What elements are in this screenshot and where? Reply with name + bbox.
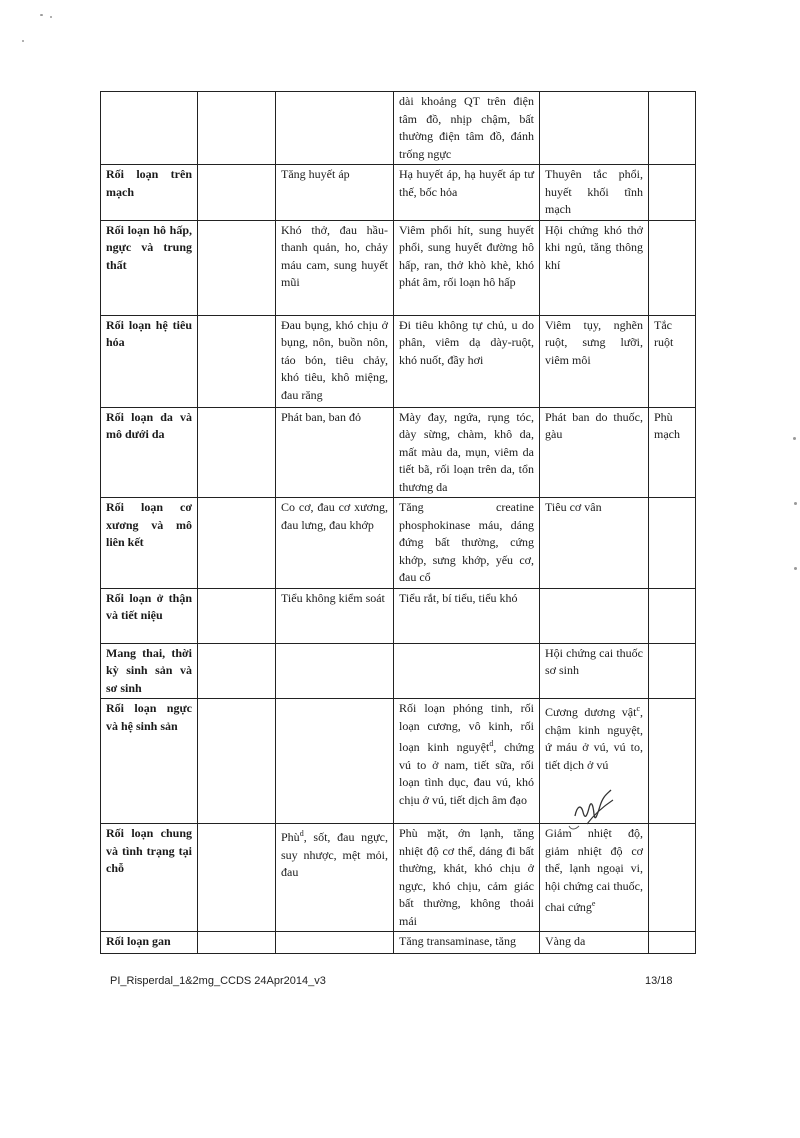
very-common-cell bbox=[198, 92, 276, 165]
uncommon-cell: Phù mặt, ớn lạnh, tăng nhiệt độ cơ thể, dáng đi bất thường, khát, khó chịu ở ngực, khó chịu, cảm giác bất thường, không thoải mái bbox=[394, 824, 540, 932]
uncommon-cell: Đi tiêu không tự chủ, u do phân, viêm dạ dày-ruột, khó nuốt, đầy hơi bbox=[394, 315, 540, 407]
footnote-marker: d bbox=[299, 829, 304, 838]
table-row bbox=[101, 407, 696, 498]
common-cell: Đau bụng, khó chịu ở bụng, nôn, buồn nôn, táo bón, tiêu chảy, khó tiêu, khô miệng, đau răng bbox=[276, 315, 394, 407]
common-cell: Phù$^d$, sốt, đau ngực, suy nhược, mệt mỏi, đau bbox=[276, 824, 394, 932]
very-common-cell bbox=[198, 932, 276, 954]
very-common-cell bbox=[198, 165, 276, 221]
scan-speck bbox=[794, 567, 797, 570]
uncommon-cell: Rối loạn phóng tinh, rối loạn cương, vô kinh, rối loạn kinh nguyệt$^d$, chứng vú to ở nam, tiết sữa, rối loạn tình dục, đau vú, khó chịu ở vú, tiết dịch âm đạo bbox=[394, 699, 540, 824]
very-common-cell bbox=[198, 643, 276, 699]
common-cell bbox=[276, 932, 394, 954]
very-rare-cell bbox=[649, 220, 696, 315]
rare-cell: Tiêu cơ vân bbox=[540, 498, 649, 589]
uncommon-cell: dài khoảng QT trên điện tâm đồ, nhịp chậm, bất thường điện tâm đồ, đánh trống ngực bbox=[394, 92, 540, 165]
uncommon-cell: Viêm phổi hít, sung huyết phổi, sung huyết đường hô hấp, ran, thở khò khè, khó phát âm, rối loạn hô hấp bbox=[394, 220, 540, 315]
common-cell: Tiểu không kiểm soát bbox=[276, 588, 394, 643]
rare-cell: Viêm tụy, nghẽn ruột, sưng lưỡi, viêm môi bbox=[540, 315, 649, 407]
common-cell bbox=[276, 699, 394, 824]
footnote-marker: e bbox=[591, 899, 596, 908]
very-rare-cell: Tắc ruột bbox=[649, 315, 696, 407]
table-row bbox=[101, 165, 696, 221]
uncommon-cell: Tiểu rắt, bí tiểu, tiểu khó bbox=[394, 588, 540, 643]
very-rare-cell: Phù mạch bbox=[649, 407, 696, 498]
table-row bbox=[101, 932, 696, 954]
soc-cell: Rối loạn chung và tình trạng tại chỗ bbox=[101, 824, 198, 932]
soc-cell: Rối loạn hệ tiêu hóa bbox=[101, 315, 198, 407]
soc-cell: Rối loạn ở thận và tiết niệu bbox=[101, 588, 198, 643]
uncommon-cell bbox=[394, 643, 540, 699]
scan-speck bbox=[40, 14, 43, 16]
very-common-cell bbox=[198, 498, 276, 589]
soc-cell: Rối loạn trên mạch bbox=[101, 165, 198, 221]
rare-cell: Cương dương vật$^c$, chậm kinh nguyệt, ứ máu ở vú, vú to, tiết dịch ở vú bbox=[540, 699, 649, 824]
footer-page-number: 13/18 bbox=[645, 975, 673, 987]
scan-speck bbox=[50, 16, 52, 18]
rare-cell bbox=[540, 588, 649, 643]
very-common-cell bbox=[198, 588, 276, 643]
footer-document-id: PI_Risperdal_1&2mg_CCDS 24Apr2014_v3 bbox=[110, 975, 326, 987]
scan-speck bbox=[794, 502, 797, 505]
rare-cell: Hội chứng khó thở khi ngủ, tăng thông khí bbox=[540, 220, 649, 315]
very-rare-cell bbox=[649, 699, 696, 824]
uncommon-cell: Tăng creatine phosphokinase máu, dáng đứng bất thường, cứng khớp, sưng khớp, yếu cơ, đau cổ bbox=[394, 498, 540, 589]
rare-cell: Vàng da bbox=[540, 932, 649, 954]
table-row bbox=[101, 643, 696, 699]
soc-cell: Rối loạn cơ xương và mô liên kết bbox=[101, 498, 198, 589]
very-rare-cell bbox=[649, 498, 696, 589]
soc-cell: Mang thai, thời kỳ sinh sản và sơ sinh bbox=[101, 643, 198, 699]
very-common-cell bbox=[198, 824, 276, 932]
very-rare-cell bbox=[649, 932, 696, 954]
table-row bbox=[101, 824, 696, 932]
very-rare-cell bbox=[649, 643, 696, 699]
table-row bbox=[101, 588, 696, 643]
footnote-marker: d bbox=[489, 739, 494, 748]
common-cell bbox=[276, 92, 394, 165]
uncommon-cell: Mày đay, ngứa, rụng tóc, dày sừng, chàm, khô da, mất màu da, mụn, viêm da tiết bã, rối loạn trên da, tổn thương da bbox=[394, 407, 540, 498]
soc-cell: Rối loạn ngực và hệ sinh sản bbox=[101, 699, 198, 824]
common-cell: Tăng huyết áp bbox=[276, 165, 394, 221]
rare-cell: Thuyên tắc phổi, huyết khối tĩnh mạch bbox=[540, 165, 649, 221]
soc-cell: Rối loạn da và mô dưới da bbox=[101, 407, 198, 498]
footnote-marker: c bbox=[636, 704, 640, 713]
table-row bbox=[101, 315, 696, 407]
soc-cell bbox=[101, 92, 198, 165]
very-rare-cell bbox=[649, 92, 696, 165]
soc-cell: Rối loạn gan bbox=[101, 932, 198, 954]
very-common-cell bbox=[198, 220, 276, 315]
scan-speck bbox=[22, 40, 24, 42]
very-common-cell bbox=[198, 315, 276, 407]
common-cell: Phát ban, ban đỏ bbox=[276, 407, 394, 498]
very-common-cell bbox=[198, 407, 276, 498]
common-cell: Co cơ, đau cơ xương, đau lưng, đau khớp bbox=[276, 498, 394, 589]
rare-cell: Phát ban do thuốc, gàu bbox=[540, 407, 649, 498]
common-cell: Khó thở, đau hầu-thanh quản, ho, chảy máu cam, sung huyết mũi bbox=[276, 220, 394, 315]
rare-cell bbox=[540, 92, 649, 165]
very-rare-cell bbox=[649, 165, 696, 221]
scan-speck bbox=[793, 437, 796, 440]
rare-cell: Giảm nhiệt độ, giảm nhiệt độ cơ thể, lạnh ngoại vi, hội chứng cai thuốc, chai cứng$^e$ bbox=[540, 824, 649, 932]
very-rare-cell bbox=[649, 824, 696, 932]
uncommon-cell: Tăng transaminase, tăng bbox=[394, 932, 540, 954]
uncommon-cell: Hạ huyết áp, hạ huyết áp tư thế, bốc hỏa bbox=[394, 165, 540, 221]
handwritten-initials bbox=[567, 786, 627, 834]
table-row bbox=[101, 220, 696, 315]
very-common-cell bbox=[198, 699, 276, 824]
soc-cell: Rối loạn hô hấp, ngực và trung thất bbox=[101, 220, 198, 315]
rare-cell: Hội chứng cai thuốc sơ sinh bbox=[540, 643, 649, 699]
very-rare-cell bbox=[649, 588, 696, 643]
table-row bbox=[101, 92, 696, 165]
common-cell bbox=[276, 643, 394, 699]
table-row bbox=[101, 498, 696, 589]
